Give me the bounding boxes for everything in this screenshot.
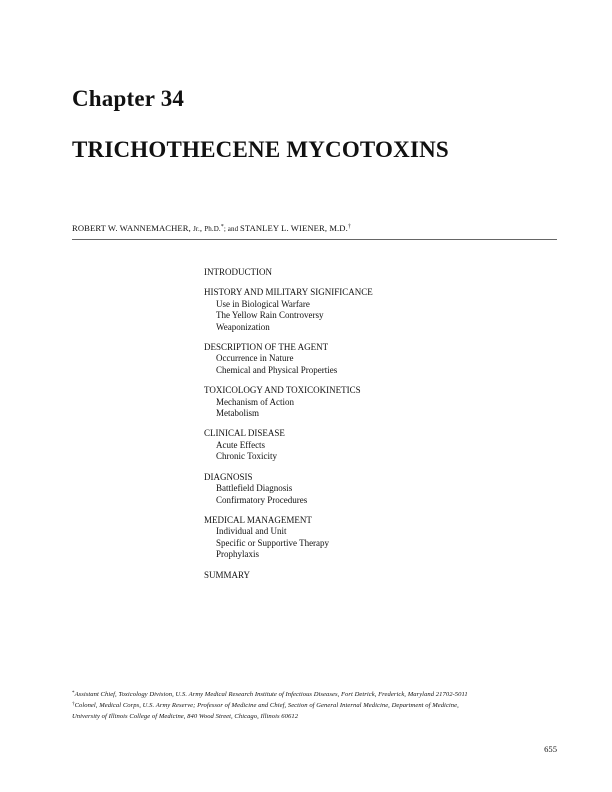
footnote-2-mark: † bbox=[72, 701, 75, 707]
toc-subheading: Confirmatory Procedures bbox=[216, 494, 308, 505]
footnote-2-continuation: University of Illinois College of Medicine, 840 Wood Street, Chicago, Illinois 60612 bbox=[72, 712, 299, 720]
toc-section-management bbox=[204, 515, 373, 561]
toc-subheading: The Yellow Rain Controversy bbox=[216, 310, 324, 321]
toc-subheading: Battlefield Diagnosis bbox=[216, 483, 293, 494]
toc-heading: TOXICOLOGY AND TOXICOKINETICS bbox=[204, 385, 361, 396]
author1-suffix-jr: Jr. bbox=[193, 225, 200, 233]
toc-heading: HISTORY AND MILITARY SIGNIFICANCE bbox=[204, 287, 373, 298]
author1-footnote-mark: * bbox=[220, 224, 224, 230]
toc-heading: INTRODUCTION bbox=[204, 267, 272, 277]
toc-heading: MEDICAL MANAGEMENT bbox=[204, 514, 312, 525]
chapter-number: Chapter 34 bbox=[72, 86, 185, 111]
toc-section-toxicology bbox=[204, 385, 373, 419]
toc-section-diagnosis bbox=[204, 472, 373, 506]
toc-subheading: Metabolism bbox=[216, 408, 259, 419]
footnotes bbox=[72, 690, 562, 722]
author1-name: ROBERT W. WANNEMACHER, bbox=[72, 223, 194, 233]
footnote-1-mark: * bbox=[72, 691, 75, 696]
toc-subheading: Prophylaxis bbox=[216, 549, 260, 560]
footnote-2-text: Colonel, Medical Corps, U.S. Army Reserve; Professor of Medicine and Chief, Section of General Internal Medicine, Department of Medicine, bbox=[74, 701, 459, 709]
toc-section-clinical bbox=[204, 428, 373, 462]
toc-subheading: Chemical and Physical Properties bbox=[216, 364, 338, 375]
toc-heading: CLINICAL DISEASE bbox=[204, 428, 285, 439]
author-line bbox=[72, 223, 351, 233]
toc-subheading: Use in Biological Warfare bbox=[216, 298, 310, 309]
author-divider bbox=[72, 239, 557, 240]
author1-separator: , bbox=[199, 223, 205, 233]
toc-section-description bbox=[204, 342, 373, 376]
author2-footnote-mark: † bbox=[347, 224, 351, 230]
toc-heading: DESCRIPTION OF THE AGENT bbox=[204, 342, 329, 353]
toc-subheading: Individual and Unit bbox=[216, 526, 287, 537]
author-conjunction: ; and bbox=[223, 225, 241, 233]
toc-subheading: Mechanism of Action bbox=[216, 396, 294, 407]
toc-subheading: Acute Effects bbox=[216, 439, 266, 450]
toc-section-summary bbox=[204, 570, 373, 581]
toc-subheading: Weaponization bbox=[216, 321, 270, 332]
toc-section-introduction bbox=[204, 267, 373, 278]
toc-heading: SUMMARY bbox=[204, 569, 251, 580]
page-number: 655 bbox=[544, 744, 557, 754]
footnote-1-text: Assistant Chief, Toxicology Division, U.S. Army Medical Research Institute of Infectious Diseases, Fort Detrick, Frederick, Maryland 21702-5011 bbox=[74, 691, 468, 698]
toc-subheading: Specific or Supportive Therapy bbox=[216, 537, 330, 548]
toc-section-history bbox=[204, 287, 373, 333]
toc-heading: DIAGNOSIS bbox=[204, 471, 253, 482]
author2-name: STANLEY L. WIENER, M.D. bbox=[240, 223, 348, 233]
footnote-1 bbox=[72, 690, 562, 701]
author1-suffix-phd: Ph.D. bbox=[204, 225, 221, 233]
chapter-title: TRICHOTHECENE MYCOTOXINS bbox=[72, 137, 449, 162]
toc-subheading: Occurrence in Nature bbox=[216, 353, 294, 364]
footnote-2 bbox=[72, 701, 562, 712]
table-of-contents bbox=[204, 267, 373, 590]
toc-subheading: Chronic Toxicity bbox=[216, 451, 277, 462]
